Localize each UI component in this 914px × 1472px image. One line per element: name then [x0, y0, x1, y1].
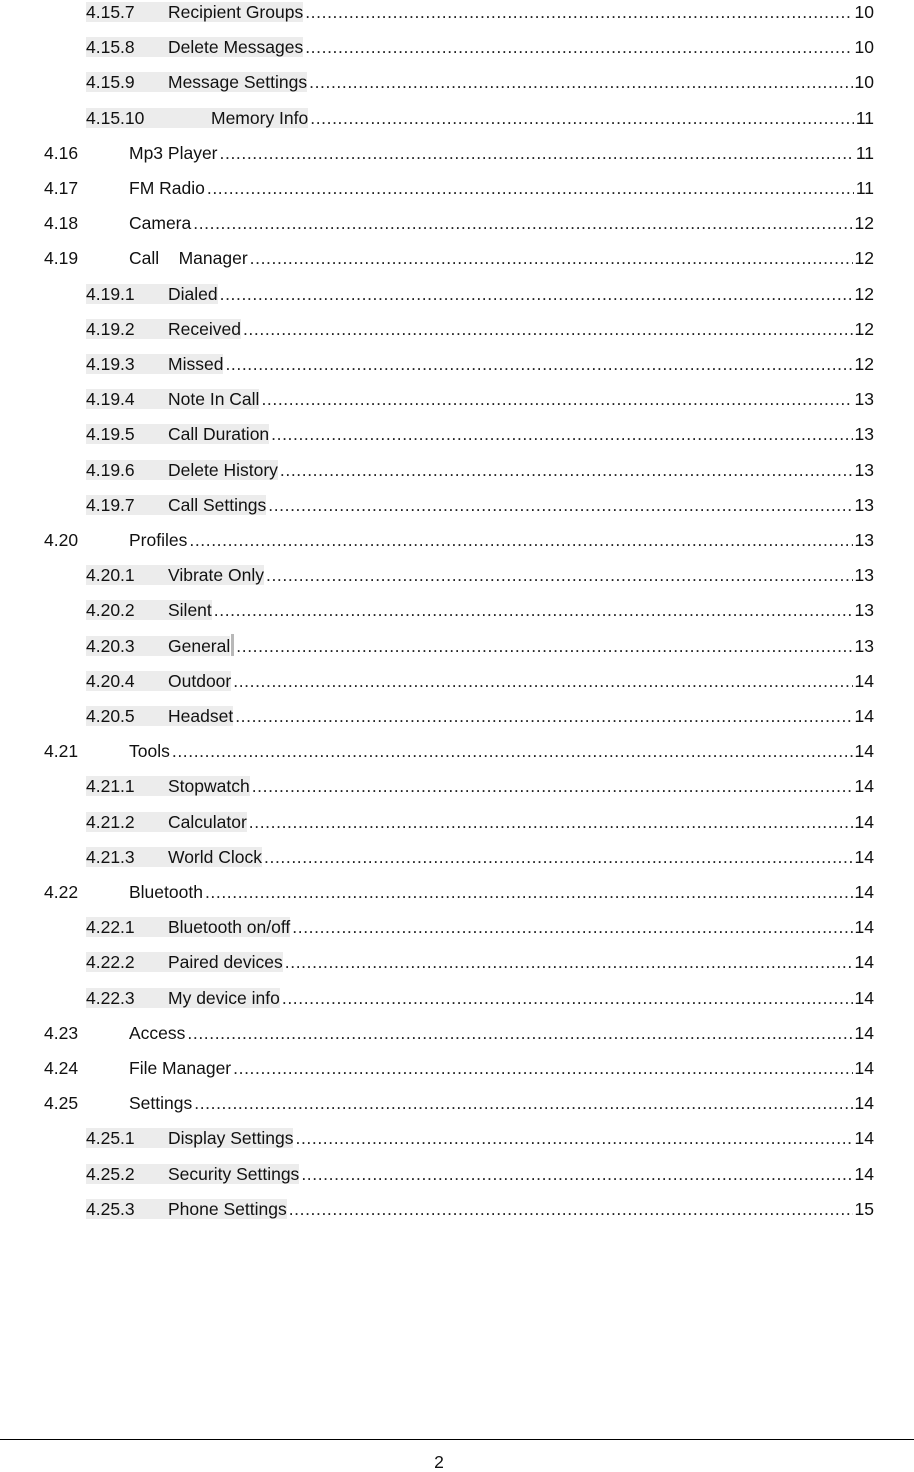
toc-entry-title: Tools — [129, 741, 170, 762]
toc-entry-number: 4.20.1 — [86, 565, 168, 585]
toc-entry-page: 12 — [854, 213, 874, 234]
toc-entry-title: Phone Settings — [168, 1198, 287, 1219]
toc-entry-page: 10 — [854, 72, 874, 93]
toc-dot-leader — [310, 108, 854, 128]
toc-entry-number: 4.19.6 — [86, 460, 168, 480]
toc-entry-number: 4.16 — [44, 142, 79, 163]
toc-entry-number: 4.15.10 — [86, 108, 211, 128]
toc-dot-leader — [280, 460, 853, 480]
toc-entry-page: 13 — [854, 565, 874, 586]
toc-entry-page: 14 — [854, 1022, 874, 1043]
toc-entry[interactable] — [44, 244, 874, 268]
toc-entry-page: 13 — [854, 635, 874, 656]
toc-entry-number: 4.20.3 — [86, 636, 168, 656]
toc-entry-number: 4.19.4 — [86, 389, 168, 409]
toc-entry-number: 4.19.1 — [86, 284, 168, 304]
toc-entry-title: Dialed — [168, 283, 218, 304]
toc-entry[interactable] — [86, 772, 874, 796]
toc-entry-number: 4.25 — [44, 1093, 79, 1114]
toc-dot-leader — [309, 72, 852, 92]
toc-entry-title: General — [168, 635, 231, 656]
toc-dot-leader — [249, 812, 853, 832]
toc-entry-page: 14 — [854, 917, 874, 938]
toc-entry-page: 14 — [854, 1163, 874, 1184]
toc-entry-page: 13 — [854, 530, 874, 550]
toc-entry-title: Memory Info — [211, 107, 309, 128]
toc-entry-title: FM Radio — [129, 178, 205, 198]
toc-entry-number: 4.22.3 — [86, 988, 168, 1008]
toc-entry-number: 4.22 — [44, 882, 79, 902]
toc-entry[interactable] — [86, 808, 874, 832]
toc-entry-title: Call Manager — [129, 248, 248, 269]
toc-entry-number: 4.25.2 — [86, 1164, 168, 1184]
toc-entry-title: My device info — [168, 987, 280, 1008]
toc-entry-title: Settings — [129, 1093, 193, 1114]
toc-entry[interactable] — [86, 420, 874, 444]
toc-entry-number: 4.23 — [44, 1022, 79, 1043]
toc-entry[interactable] — [86, 350, 874, 374]
toc-entry-title: Mp3 Player — [129, 142, 218, 163]
toc-entry[interactable] — [86, 1195, 874, 1219]
toc-dot-leader — [233, 671, 852, 691]
toc-entry[interactable] — [86, 0, 874, 22]
toc-entry[interactable] — [86, 1160, 874, 1184]
toc-entry[interactable] — [86, 667, 874, 691]
footer-divider — [0, 1439, 914, 1440]
toc-entry-number: 4.15.9 — [86, 72, 168, 92]
toc-dot-leader — [193, 213, 852, 233]
toc-dot-leader — [264, 847, 853, 867]
toc-entry-number: 4.21 — [44, 741, 79, 762]
toc-entry-page: 14 — [854, 1058, 874, 1078]
toc-entry-title: Profiles — [129, 530, 188, 550]
toc-dot-leader — [289, 1199, 853, 1219]
toc-entry-page: 13 — [854, 494, 874, 515]
toc-entry[interactable] — [44, 1054, 874, 1078]
toc-entry-title: Access — [129, 1022, 186, 1043]
toc-entry-number: 4.22.2 — [86, 952, 168, 972]
toc-entry-title: Vibrate Only — [168, 565, 264, 586]
toc-dot-leader — [220, 284, 853, 304]
toc-entry-number: 4.19.3 — [86, 354, 168, 374]
toc-entry-page: 14 — [854, 882, 874, 902]
toc-entry-page: 13 — [854, 424, 874, 445]
toc-entry-number: 4.18 — [44, 213, 79, 234]
toc-entry-title: Call Duration — [168, 424, 270, 445]
footer-page-number: 2 — [434, 1452, 444, 1472]
toc-entry[interactable] — [44, 526, 874, 550]
toc-entry-number: 4.21.3 — [86, 847, 168, 867]
toc-dot-leader — [282, 988, 853, 1008]
toc-dot-leader — [233, 1058, 852, 1078]
toc-entry-page: 11 — [855, 178, 874, 198]
toc-entry-page: 14 — [854, 1093, 874, 1114]
toc-entry-page: 12 — [854, 283, 874, 304]
toc-entry-title: Paired devices — [168, 952, 283, 973]
toc-entry[interactable] — [86, 632, 874, 656]
toc-entry[interactable] — [86, 280, 874, 304]
toc-entry[interactable] — [86, 491, 874, 515]
toc-entry-number: 4.20.2 — [86, 600, 168, 620]
toc-dot-leader — [261, 389, 852, 409]
toc-entry[interactable] — [86, 315, 874, 339]
toc-entry-page: 14 — [854, 1128, 874, 1149]
toc-entry[interactable] — [86, 843, 874, 867]
toc-entry-title: Outdoor — [168, 670, 232, 691]
toc-entry[interactable] — [44, 878, 874, 902]
toc-entry[interactable] — [86, 948, 874, 972]
toc-entry-title: World Clock — [168, 846, 263, 867]
toc-entry-title: Missed — [168, 354, 224, 374]
toc-entry-title: Note In Call — [168, 389, 260, 410]
toc-entry[interactable] — [86, 1124, 874, 1148]
toc-dot-leader — [236, 636, 852, 656]
toc-entry-number: 4.19 — [44, 248, 79, 269]
toc-entry-page: 10 — [854, 2, 874, 22]
toc-entry-page: 14 — [854, 811, 874, 832]
toc-entry-page: 13 — [854, 459, 874, 480]
toc-entry[interactable] — [86, 596, 874, 620]
toc-entry-number: 4.15.7 — [86, 2, 168, 22]
toc-dot-leader — [295, 1128, 852, 1148]
toc-entry-number: 4.25.1 — [86, 1128, 168, 1148]
toc-entry[interactable] — [86, 385, 874, 409]
toc-entry-number: 4.22.1 — [86, 917, 168, 937]
toc-entry-number: 4.15.8 — [86, 37, 168, 57]
toc-entry-page: 14 — [854, 987, 874, 1008]
toc-dot-leader — [220, 143, 854, 163]
toc-dot-leader — [252, 776, 853, 796]
toc-entry-number: 4.20 — [44, 530, 79, 550]
toc-entry-page: 13 — [854, 389, 874, 410]
toc-dot-leader — [285, 952, 853, 972]
toc-entry-page: 14 — [854, 952, 874, 973]
toc-entry[interactable] — [86, 984, 874, 1008]
toc-entry-title: Security Settings — [168, 1163, 300, 1184]
toc-dot-leader — [301, 1164, 852, 1184]
toc-entry-page: 12 — [854, 248, 874, 269]
toc-dot-leader — [235, 706, 852, 726]
toc-entry-page: 15 — [854, 1198, 874, 1219]
toc-entry[interactable] — [44, 1019, 874, 1043]
toc-entry-title: Silent — [168, 600, 212, 621]
text-cursor-marker — [231, 634, 234, 656]
toc-dot-leader — [305, 2, 852, 22]
toc-entry-number: 4.21.2 — [86, 812, 168, 832]
toc-entry-number: 4.21.1 — [86, 776, 168, 796]
toc-dot-leader — [266, 565, 853, 585]
toc-dot-leader — [225, 354, 852, 374]
toc-entry-title: Bluetooth on/off — [168, 917, 291, 938]
toc-entry-title: Calculator — [168, 811, 247, 832]
toc-entry-page: 11 — [855, 107, 874, 128]
toc-entry-page: 14 — [854, 706, 874, 726]
toc-dot-leader — [243, 319, 853, 339]
toc-entry-title: Recipient Groups — [168, 2, 304, 22]
toc-entry-page: 12 — [854, 318, 874, 339]
toc-dot-leader — [305, 37, 852, 57]
toc-entry[interactable] — [44, 174, 874, 198]
toc-dot-leader — [172, 741, 853, 761]
toc-entry-number: 4.19.2 — [86, 319, 168, 339]
toc-entry-title: Call Settings — [168, 494, 267, 515]
toc-entry[interactable] — [44, 1089, 874, 1113]
toc-entry[interactable] — [86, 456, 874, 480]
toc-entry-page: 10 — [854, 37, 874, 58]
toc-entry[interactable] — [86, 104, 874, 128]
toc-dot-leader — [250, 248, 853, 268]
toc-entry[interactable] — [86, 561, 874, 585]
toc-entry[interactable] — [86, 33, 874, 57]
toc-entry-page: 14 — [854, 776, 874, 797]
toc-entry-title: Display Settings — [168, 1128, 294, 1149]
toc-entry-page: 14 — [854, 741, 874, 762]
toc-dot-leader — [268, 495, 852, 515]
toc-entry-title: File Manager — [129, 1058, 232, 1078]
toc-entry-page: 12 — [854, 354, 874, 374]
toc-entry-number: 4.20.4 — [86, 671, 168, 691]
toc-entry-page: 14 — [854, 670, 874, 691]
toc-dot-leader — [189, 530, 852, 550]
toc-entry-title: Camera — [129, 213, 192, 234]
toc-entry[interactable] — [44, 139, 874, 163]
toc-entry-number: 4.20.5 — [86, 706, 168, 726]
toc-entry[interactable] — [86, 702, 874, 726]
toc-entry-title: Delete Messages — [168, 37, 304, 58]
toc-dot-leader — [271, 424, 852, 444]
toc-dot-leader — [292, 917, 852, 937]
toc-dot-leader — [207, 178, 854, 198]
toc-dot-leader — [214, 600, 853, 620]
toc-entry[interactable] — [86, 68, 874, 92]
toc-entry-number: 4.25.3 — [86, 1199, 168, 1219]
toc-entry-title: Delete History — [168, 459, 278, 480]
toc-dot-leader — [194, 1093, 852, 1113]
toc-dot-leader — [187, 1023, 852, 1043]
toc-entry-number: 4.24 — [44, 1058, 79, 1078]
toc-entry[interactable] — [86, 913, 874, 937]
toc-dot-leader — [205, 882, 853, 902]
toc-entry[interactable] — [44, 737, 874, 761]
toc-entry-title: Headset — [168, 706, 234, 726]
toc-entry-title: Bluetooth — [129, 882, 203, 902]
toc-entry-title: Stopwatch — [168, 776, 250, 797]
toc-entry-number: 4.17 — [44, 178, 79, 198]
toc-entry[interactable] — [44, 209, 874, 233]
toc-entry-number: 4.19.5 — [86, 424, 168, 444]
toc-entry-title: Received — [168, 318, 241, 339]
toc-entry-number: 4.19.7 — [86, 495, 168, 515]
toc-entry-page: 13 — [854, 600, 874, 621]
toc-entry-page: 14 — [854, 846, 874, 867]
toc-entry-page: 11 — [855, 142, 874, 163]
toc-entry-title: Message Settings — [168, 72, 308, 93]
